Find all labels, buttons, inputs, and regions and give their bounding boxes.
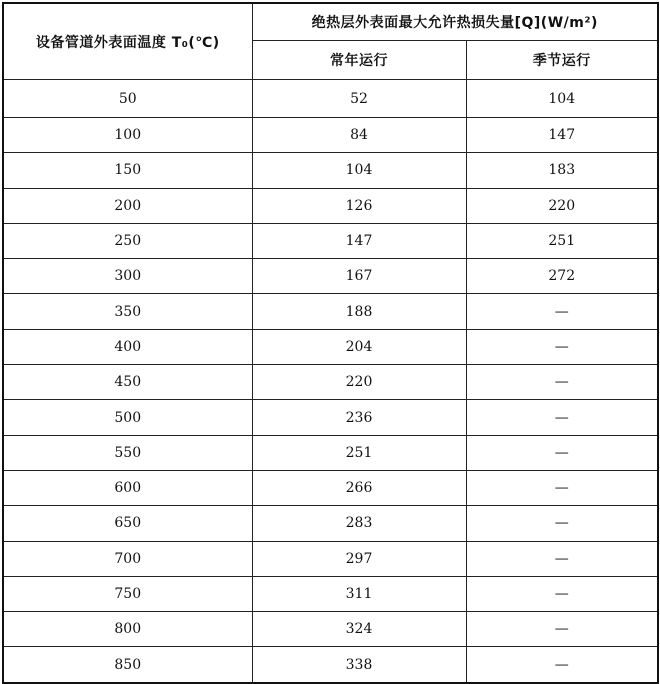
table-header (3, 3, 658, 80)
header-annual-operation: 常年运行 (252, 41, 466, 80)
table-row (3, 188, 658, 223)
table-row (3, 223, 658, 258)
cell-annual-loss: 167 (252, 259, 466, 294)
cell-seasonal-loss: — (466, 329, 658, 364)
cell-annual-loss: 324 (252, 612, 466, 647)
cell-temperature: 450 (3, 365, 252, 400)
table-row (3, 118, 658, 153)
cell-temperature: 300 (3, 259, 252, 294)
cell-annual-loss: 266 (252, 470, 466, 505)
table-row (3, 365, 658, 400)
cell-seasonal-loss: — (466, 612, 658, 647)
cell-annual-loss: 236 (252, 400, 466, 435)
cell-temperature: 750 (3, 576, 252, 611)
table-row (3, 400, 658, 435)
cell-seasonal-loss: — (466, 576, 658, 611)
cell-seasonal-loss: 104 (466, 80, 658, 118)
cell-annual-loss: 126 (252, 188, 466, 223)
cell-seasonal-loss: — (466, 470, 658, 505)
cell-temperature: 100 (3, 118, 252, 153)
cell-annual-loss: 220 (252, 365, 466, 400)
cell-seasonal-loss: 220 (466, 188, 658, 223)
table-row (3, 259, 658, 294)
table-row (3, 506, 658, 541)
header-seasonal-operation: 季节运行 (466, 41, 658, 80)
cell-seasonal-loss: — (466, 294, 658, 329)
cell-temperature: 850 (3, 647, 252, 683)
cell-temperature: 600 (3, 470, 252, 505)
cell-annual-loss: 84 (252, 118, 466, 153)
cell-seasonal-loss: 147 (466, 118, 658, 153)
cell-seasonal-loss: 272 (466, 259, 658, 294)
cell-seasonal-loss: — (466, 435, 658, 470)
cell-temperature: 50 (3, 80, 252, 118)
header-max-heat-loss: 绝热层外表面最大允许热损失量[Q](W/m²) (252, 3, 658, 41)
cell-annual-loss: 251 (252, 435, 466, 470)
cell-annual-loss: 188 (252, 294, 466, 329)
heat-loss-table (2, 2, 659, 684)
cell-seasonal-loss: — (466, 506, 658, 541)
cell-annual-loss: 104 (252, 153, 466, 188)
cell-annual-loss: 311 (252, 576, 466, 611)
cell-annual-loss: 283 (252, 506, 466, 541)
cell-annual-loss: 297 (252, 541, 466, 576)
cell-temperature: 800 (3, 612, 252, 647)
cell-seasonal-loss: 251 (466, 223, 658, 258)
table-row (3, 294, 658, 329)
cell-temperature: 250 (3, 223, 252, 258)
cell-seasonal-loss: — (466, 365, 658, 400)
cell-annual-loss: 204 (252, 329, 466, 364)
table-row (3, 576, 658, 611)
table-row (3, 647, 658, 683)
table-row (3, 153, 658, 188)
cell-temperature: 500 (3, 400, 252, 435)
cell-seasonal-loss: — (466, 541, 658, 576)
table-row (3, 80, 658, 118)
cell-seasonal-loss: — (466, 647, 658, 683)
cell-temperature: 700 (3, 541, 252, 576)
cell-annual-loss: 147 (252, 223, 466, 258)
heat-loss-table-container (2, 2, 657, 684)
cell-annual-loss: 338 (252, 647, 466, 683)
cell-temperature: 650 (3, 506, 252, 541)
table-row (3, 612, 658, 647)
table-body (3, 80, 658, 683)
table-row (3, 329, 658, 364)
table-row (3, 470, 658, 505)
cell-temperature: 150 (3, 153, 252, 188)
cell-temperature: 550 (3, 435, 252, 470)
cell-temperature: 200 (3, 188, 252, 223)
cell-seasonal-loss: 183 (466, 153, 658, 188)
cell-annual-loss: 52 (252, 80, 466, 118)
table-row (3, 435, 658, 470)
header-surface-temperature: 设备管道外表面温度 T₀(℃) (3, 3, 252, 80)
cell-temperature: 350 (3, 294, 252, 329)
cell-seasonal-loss: — (466, 400, 658, 435)
cell-temperature: 400 (3, 329, 252, 364)
table-row (3, 541, 658, 576)
